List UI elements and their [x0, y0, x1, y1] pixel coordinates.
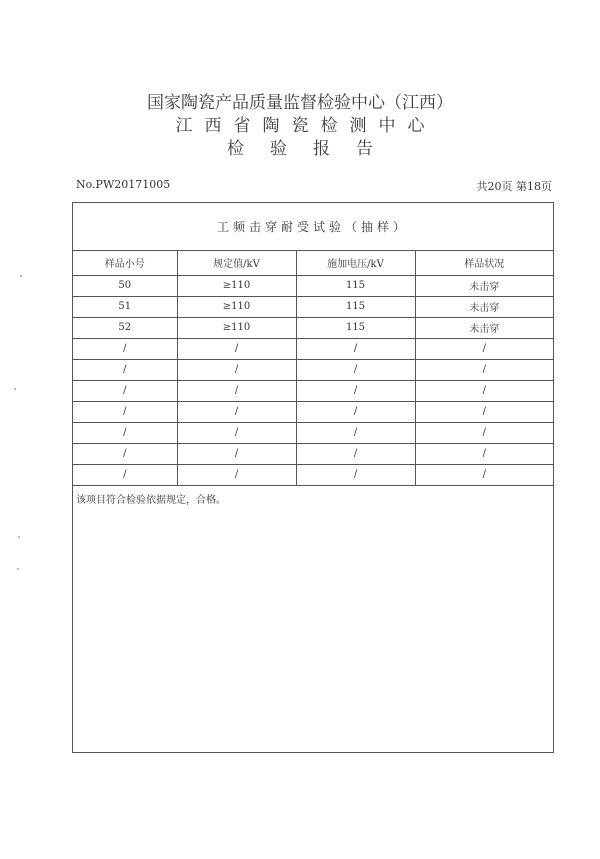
cell-sample-no: 51 — [73, 296, 177, 317]
table-row — [73, 317, 553, 338]
table-row — [73, 380, 553, 401]
cell-applied-voltage: / — [296, 359, 415, 380]
report-title: 检验报告 — [227, 139, 399, 159]
cell-specified-value: ≥110 — [177, 296, 296, 317]
cell-sample-condition: / — [415, 338, 553, 359]
cell-sample-no: / — [73, 338, 177, 359]
table-row — [73, 464, 553, 485]
cell-sample-condition: / — [415, 359, 553, 380]
cell-sample-no: 50 — [73, 275, 177, 296]
table-body — [73, 275, 553, 485]
page-count: 共20页 第18页 — [476, 180, 552, 193]
test-results-table — [73, 251, 553, 486]
cell-sample-no: / — [73, 380, 177, 401]
table-row — [73, 401, 553, 422]
scan-speck — [20, 275, 22, 277]
testing-center-title: 江西省陶瓷检测中心 — [175, 116, 437, 136]
scan-speck — [18, 536, 20, 538]
cell-specified-value: / — [177, 443, 296, 464]
cell-specified-value: / — [177, 464, 296, 485]
cell-specified-value: / — [177, 338, 296, 359]
cell-sample-condition: 未击穿 — [415, 296, 553, 317]
cell-specified-value: / — [177, 380, 296, 401]
cell-sample-no: / — [73, 359, 177, 380]
cell-sample-no: / — [73, 443, 177, 464]
table-row — [73, 338, 553, 359]
cell-sample-condition: / — [415, 401, 553, 422]
section-title: 工频击穿耐受试验（抽样） — [73, 203, 553, 251]
cell-sample-condition: / — [415, 380, 553, 401]
cell-sample-condition: / — [415, 464, 553, 485]
cell-applied-voltage: / — [296, 338, 415, 359]
cell-specified-value: / — [177, 401, 296, 422]
table-row — [73, 422, 553, 443]
report-header — [0, 92, 600, 161]
cell-sample-no: / — [73, 401, 177, 422]
cell-specified-value: / — [177, 359, 296, 380]
cell-specified-value: / — [177, 422, 296, 443]
report-frame — [72, 202, 554, 753]
column-header-sample-no: 样品小号 — [73, 251, 177, 275]
table-row — [73, 296, 553, 317]
scan-speck — [14, 388, 16, 390]
cell-sample-condition: 未击穿 — [415, 275, 553, 296]
column-header-applied-voltage: 施加电压/kV — [296, 251, 415, 275]
center-name-title: 国家陶瓷产品质量监督检验中心（江西） — [147, 93, 453, 113]
column-header-sample-condition: 样品状况 — [415, 251, 553, 275]
cell-sample-no: 52 — [73, 317, 177, 338]
cell-applied-voltage: / — [296, 422, 415, 443]
cell-applied-voltage: 115 — [296, 296, 415, 317]
cell-specified-value: ≥110 — [177, 275, 296, 296]
cell-applied-voltage: 115 — [296, 275, 415, 296]
cell-applied-voltage: 115 — [296, 317, 415, 338]
table-row — [73, 275, 553, 296]
conclusion-text: 该项目符合检验依据规定，合格。 — [76, 494, 226, 506]
cell-specified-value: ≥110 — [177, 317, 296, 338]
table-row — [73, 443, 553, 464]
table-row — [73, 359, 553, 380]
table-header-row — [73, 251, 553, 275]
cell-sample-condition: / — [415, 443, 553, 464]
scan-speck — [17, 568, 19, 570]
cell-applied-voltage: / — [296, 443, 415, 464]
cell-applied-voltage: / — [296, 464, 415, 485]
cell-sample-no: / — [73, 422, 177, 443]
cell-sample-no: / — [73, 464, 177, 485]
cell-applied-voltage: / — [296, 380, 415, 401]
cell-sample-condition: 未击穿 — [415, 317, 553, 338]
report-number: No.PW20171005 — [76, 178, 171, 191]
column-header-specified-value: 规定值/kV — [177, 251, 296, 275]
cell-sample-condition: / — [415, 422, 553, 443]
cell-applied-voltage: / — [296, 401, 415, 422]
